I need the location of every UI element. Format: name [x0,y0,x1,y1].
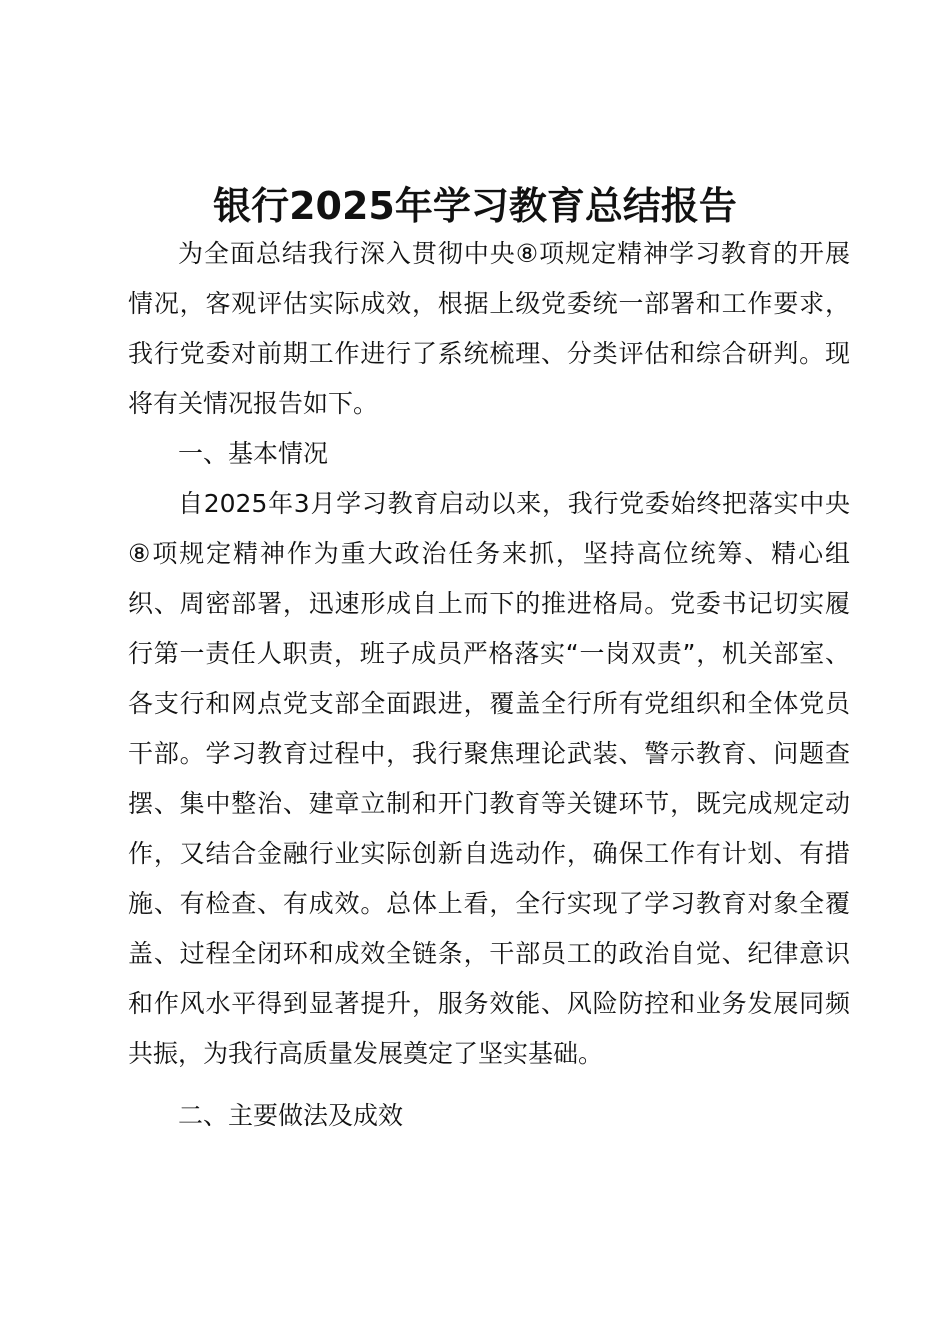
section-heading-main-practices: 二、主要做法及成效 [178,1101,404,1130]
section-heading-basic-situation: 一、基本情况 [178,439,329,468]
document-body [128,229,850,1141]
section-basic-situation-paragraph: 自2025年3月学习教育启动以来，我行党委始终把落实中央⑧项规定精神作为重大政治任务来抓，坚持高位统筹、精心组织、周密部署，迅速形成自上而下的推进格局。党委书记切实履行第一责任人职责，班子成员严格落实“一岗双责”，机关部室、各支行和网点党支部全面跟进，覆盖全行所有党组织和全体党员干部。学习教育过程中，我行聚焦理论武装、警示教育、问题查摆、集中整治、建章立制和开门教育等关键环节，既完成规定动作，又结合金融行业实际创新自选动作，确保工作有计划、有措施、有检查、有成效。总体上看，全行实现了学习教育对象全覆盖、过程全闭环和成效全链条，干部员工的政治自觉、纪律意识和作风水平得到显著提升，服务效能、风险防控和业务发展同频共振，为我行高质量发展奠定了坚实基础。 [128,489,850,1068]
document-title: 银行2025年学习教育总结报告 [213,184,737,228]
intro-paragraph: 为全面总结我行深入贯彻中央⑧项规定精神学习教育的开展情况，客观评估实际成效，根据上级党委统一部署和工作要求，我行党委对前期工作进行了系统梳理、分类评估和综合研判。现将有关情况报告如下。 [128,239,850,418]
